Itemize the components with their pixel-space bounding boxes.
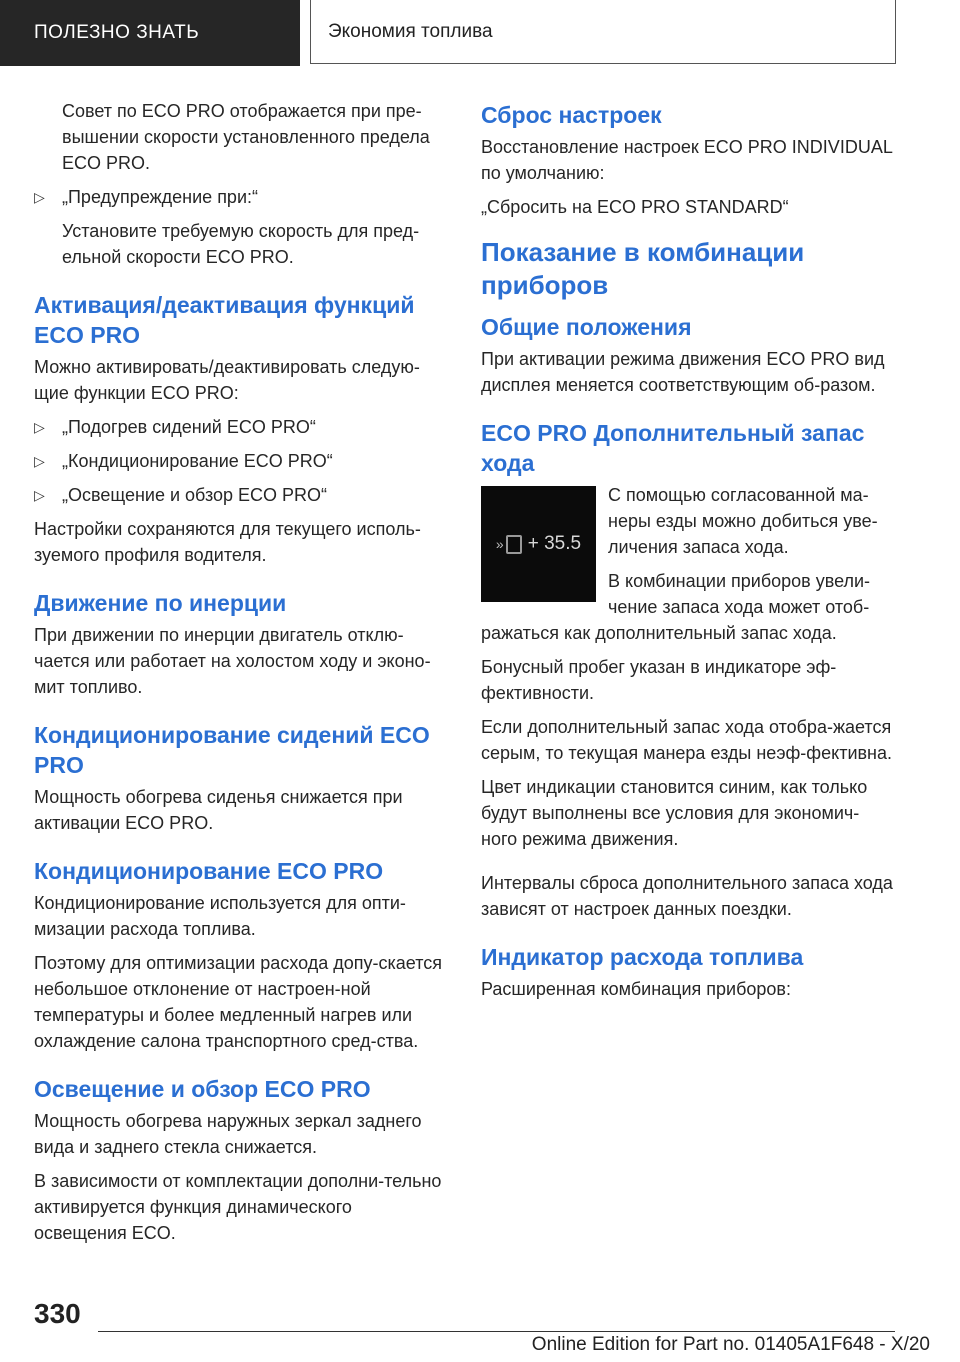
reset-text: Восстановление настроек ECO PRO INDIVIDUAL по умолчанию: — [481, 137, 893, 183]
range-value: + 35.5 — [527, 533, 582, 554]
heading-coasting: Движение по инерции — [34, 590, 287, 616]
range-text-2: В комбинации приборов увели-чение запаса хода может отоб-ражаться как дополнительный запас хода. — [481, 571, 871, 643]
left-column — [34, 98, 448, 1254]
page-number: 330 — [34, 1298, 81, 1329]
heading-activation: Активация/деактивация функций ECO PRO — [34, 292, 415, 348]
seat-text: Мощность обогрева сиденья снижается при активации ECO PRO. — [34, 787, 403, 833]
reset-option: „Сбросить на ECO PRO STANDARD“ — [481, 197, 789, 217]
heading-indicator: Индикатор расхода топлива — [481, 944, 804, 970]
list-item-label: „Кондиционирование ECO PRO“ — [62, 451, 333, 471]
heading-reset: Сброс настроек — [481, 102, 662, 128]
triangle-bullet-icon: ▷ — [34, 189, 45, 205]
triangle-bullet-icon: ▷ — [34, 487, 45, 503]
list-item-label: „Освещение и обзор ECO PRO“ — [62, 485, 328, 505]
list-item — [34, 448, 448, 474]
footer-divider — [98, 1331, 895, 1332]
triangle-bullet-icon: ▷ — [34, 419, 45, 435]
general-text: При активации режима движения ECO PRO вид дисплея меняется соответствующим об-разом. — [481, 349, 885, 395]
list-item-label: „Предупреждение при:“ — [62, 187, 258, 207]
activation-text: Можно активировать/деактивировать следую-щие функции ECO PRO: — [34, 357, 420, 403]
triangle-bullet-icon: ▷ — [34, 453, 45, 469]
climate-text-2: Поэтому для оптимизации расхода допу-скается небольшое отклонение от настроен-ной температуры и более медленный нагрев или охлаждение салона транспортного сред-ства. — [34, 953, 442, 1051]
double-chevron-icon: » — [495, 536, 504, 552]
fuel-pump-icon — [506, 535, 522, 554]
warning-text: Установите требуемую скорость для пред-ельной скорости ECO PRO. — [62, 221, 420, 267]
heading-range: ECO PRO Дополнительный запас хода — [481, 420, 865, 476]
right-column — [481, 98, 895, 1010]
range-text-3: Бонусный пробег указан в индикаторе эф-фективности. — [481, 657, 837, 703]
range-text-4: Если дополнительный запас хода отобра-жается серым, то текущая манера езды неэф-фективна. — [481, 717, 893, 763]
list-item — [34, 184, 448, 210]
climate-text-1: Кондиционирование используется для опти-мизации расхода топлива. — [34, 893, 406, 939]
heading-climate: Кондиционирование ECO PRO — [34, 858, 384, 884]
settings-text: Настройки сохраняются для текущего исполь-зуемого профиля водителя. — [34, 519, 421, 565]
range-text-1: С помощью согласованной ма-неры езды можно добиться уве-личения запаса хода. — [608, 485, 878, 557]
heading-general: Общие положения — [481, 314, 692, 340]
lighting-text-2: В зависимости от комплектации дополни-тельно активируется функция динамического освещения ECO. — [34, 1171, 442, 1243]
edition-note: Online Edition for Part no. 01405A1F648 - X/20 — [531, 1334, 930, 1355]
section-tab[interactable]: ПОЛЕЗНО ЗНАТЬ — [0, 0, 300, 66]
heading-lighting: Освещение и обзор ECO PRO — [34, 1076, 371, 1102]
indicator-text: Расширенная комбинация приборов: — [481, 979, 791, 999]
coasting-text: При движении по инерции двигатель отклю-чается или работает на холостом ходу и эконо-мит топливо. — [34, 625, 431, 697]
range-text-5: Цвет индикации становится синим, как только будут выполнены все условия для экономич-ного режима движения. — [481, 777, 868, 849]
topic-tab[interactable]: Экономия топлива — [310, 0, 896, 64]
heading-seat: Кондиционирование сидений ECO PRO — [34, 722, 430, 778]
page-header — [0, 0, 960, 66]
list-item-label: „Подогрев сидений ECO PRO“ — [62, 417, 316, 437]
range-display-image — [481, 486, 596, 602]
list-item — [34, 414, 448, 440]
heading-display: Показание в комбинации приборов — [481, 237, 805, 300]
list-item — [34, 482, 448, 508]
lighting-text-1: Мощность обогрева наружных зеркал заднего вида и заднего стекла снижается. — [34, 1111, 422, 1157]
intro-text: Совет по ECO PRO отображается при пре-вышении скорости установленного предела ECO PRO. — [62, 101, 430, 173]
range-text-6: Интервалы сброса дополнительного запаса хода зависят от настроек данных поездки. — [481, 873, 893, 919]
